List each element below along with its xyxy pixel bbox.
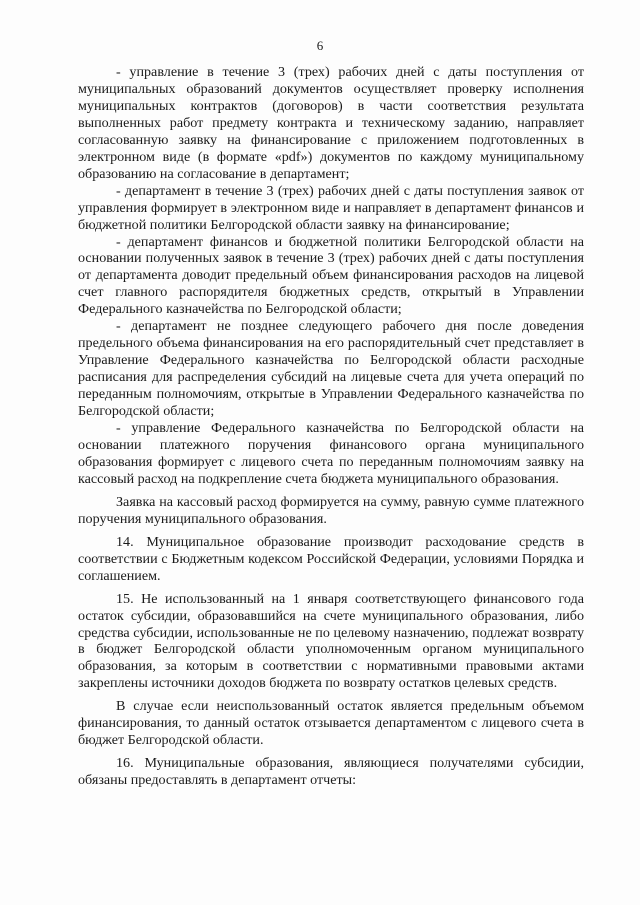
paragraph-finance-department: - департамент финансов и бюджетной политики Белгородской области на основании полученных заявок в течение 3 (трех) рабочих дней с даты поступления от департамента доводит предельный объем финансирования расходов на лицевой счет главного распорядителя бюджетных средств, открытый в Управлении Федерального казначейства по Белгородской области; (78, 233, 584, 318)
document-body (78, 64, 584, 789)
paragraph-item-14: 14. Муниципальное образование производит расходование средств в соответствии с Бюджетным кодексом Российской Федерации, условиями Порядка и соглашением. (78, 533, 584, 584)
paragraph-item-16: 16. Муниципальные образования, являющиеся получателями субсидии, обязаны предоставлять в департамент отчеты: (78, 755, 584, 789)
paragraph-treasury-application: - управление Федерального казначейства по Белгородской области на основании платежного поручения финансового органа муниципального образования формирует с лицевого счета по переданным полномочиям заявку на кассовый расход на подкрепление счета бюджета муниципального образования. (78, 420, 584, 487)
paragraph-department-request: - департамент в течение 3 (трех) рабочих дней с даты поступления заявок от управления формирует в электронном виде и направляет в департамент финансов и бюджетной политики Белгородской области заявку на финансирование; (78, 182, 584, 233)
paragraph-item-15: 15. Не использованный на 1 января соответствующего финансового года остаток субсидии, образовавшийся на счете муниципального образования, либо средства субсидии, использованные не по целевому назначению, подлежат возврату в бюджет Белгородской области уполномоченным органом муниципального образования, за которым в соответствии с нормативными правовыми актами закреплены источники доходов бюджета по возврату остатков целевых средств. (78, 590, 584, 692)
paragraph-expense-schedules: - департамент не позднее следующего рабочего дня после доведения предельного объема финансирования на его распорядительный счет представляет в Управление Федерального казначейства по Белгородской области расходные расписания для распределения субсидий на лицевые счета для учета операций по переданным полномочиям, открытые в Управлении Федерального казначейства по Белгородской области; (78, 318, 584, 420)
paragraph-cash-expense: Заявка на кассовый расход формируется на сумму, равную сумме платежного поручения муниципального образования. (78, 493, 584, 527)
page-number: 6 (316, 38, 324, 53)
paragraph-unused-balance: В случае если неиспользованный остаток является предельным объемом финансирования, то данный остаток отзывается департаментом с лицевого счета в бюджет Белгородской области. (78, 698, 584, 749)
paragraph-management-check: - управление в течение 3 (трех) рабочих дней с даты поступления от муниципальных образований документов осуществляет проверку исполнения муниципальных контрактов (договоров) в части соответствия результата выполненных работ предмету контракта и техническому заданию, направляет согласованную заявку на финансирование с приложением подготовленных в электронном виде (в формате «pdf») документов по каждому муниципальному образованию на согласование в департамент; (78, 64, 584, 182)
